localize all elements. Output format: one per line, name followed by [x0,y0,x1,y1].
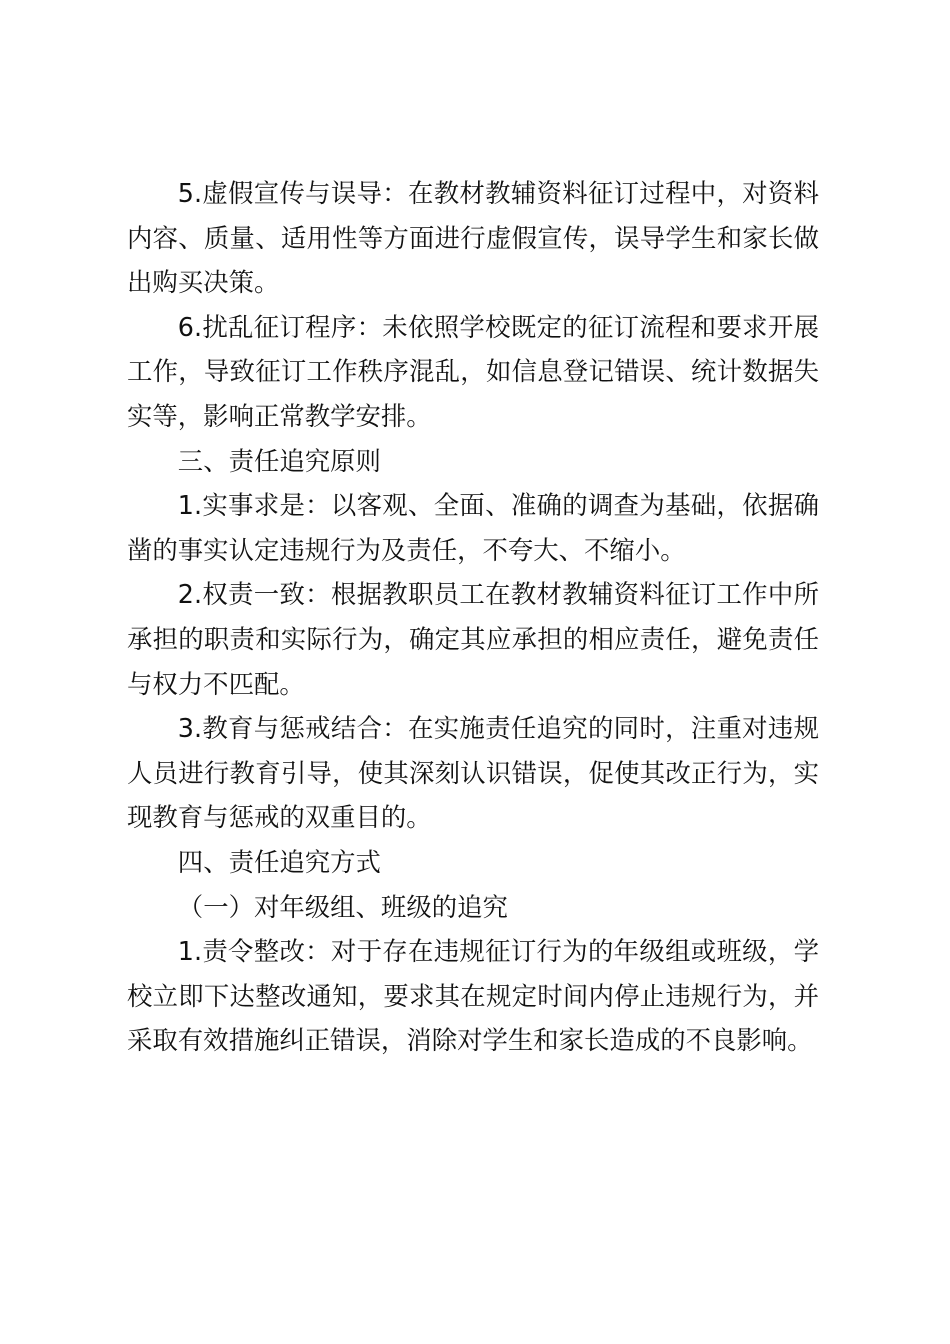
paragraph-principle-2: 2.权责一致：根据教职员工在教材教辅资料征订工作中所承担的职责和实际行为，确定其应承担的相应责任，避免责任与权力不匹配。 [127,579,819,699]
document-body [127,171,819,1063]
paragraph-method-1: 1.责令整改：对于存在违规征订行为的年级组或班级，学校立即下达整改通知，要求其在规定时间内停止违规行为，并采取有效措施纠正错误，消除对学生和家长造成的不良影响。 [127,936,819,1056]
paragraph-principle-3: 3.教育与惩戒结合：在实施责任追究的同时，注重对违规人员进行教育引导，使其深刻认识错误，促使其改正行为，实现教育与惩戒的双重目的。 [127,713,819,833]
paragraph-principle-1: 1.实事求是：以客观、全面、准确的调查为基础，依据确凿的事实认定违规行为及责任，不夸大、不缩小。 [127,490,819,565]
paragraph-item-6-disrupting-procedure: 6.扰乱征订程序：未依照学校既定的征订流程和要求开展工作，导致征订工作秩序混乱，如信息登记错误、统计数据失实等，影响正常教学安排。 [127,311,819,431]
subsection-heading-grade-class: （一）对年级组、班级的追究 [177,891,508,922]
section-heading-accountability-methods: 四、责任追究方式 [177,846,381,877]
paragraph-item-5-false-advertising: 5.虚假宣传与误导：在教材教辅资料征订过程中，对资料内容、质量、适用性等方面进行虚假宣传，误导学生和家长做出购买决策。 [127,178,819,298]
section-heading-accountability-principles: 三、责任追究原则 [177,445,381,476]
